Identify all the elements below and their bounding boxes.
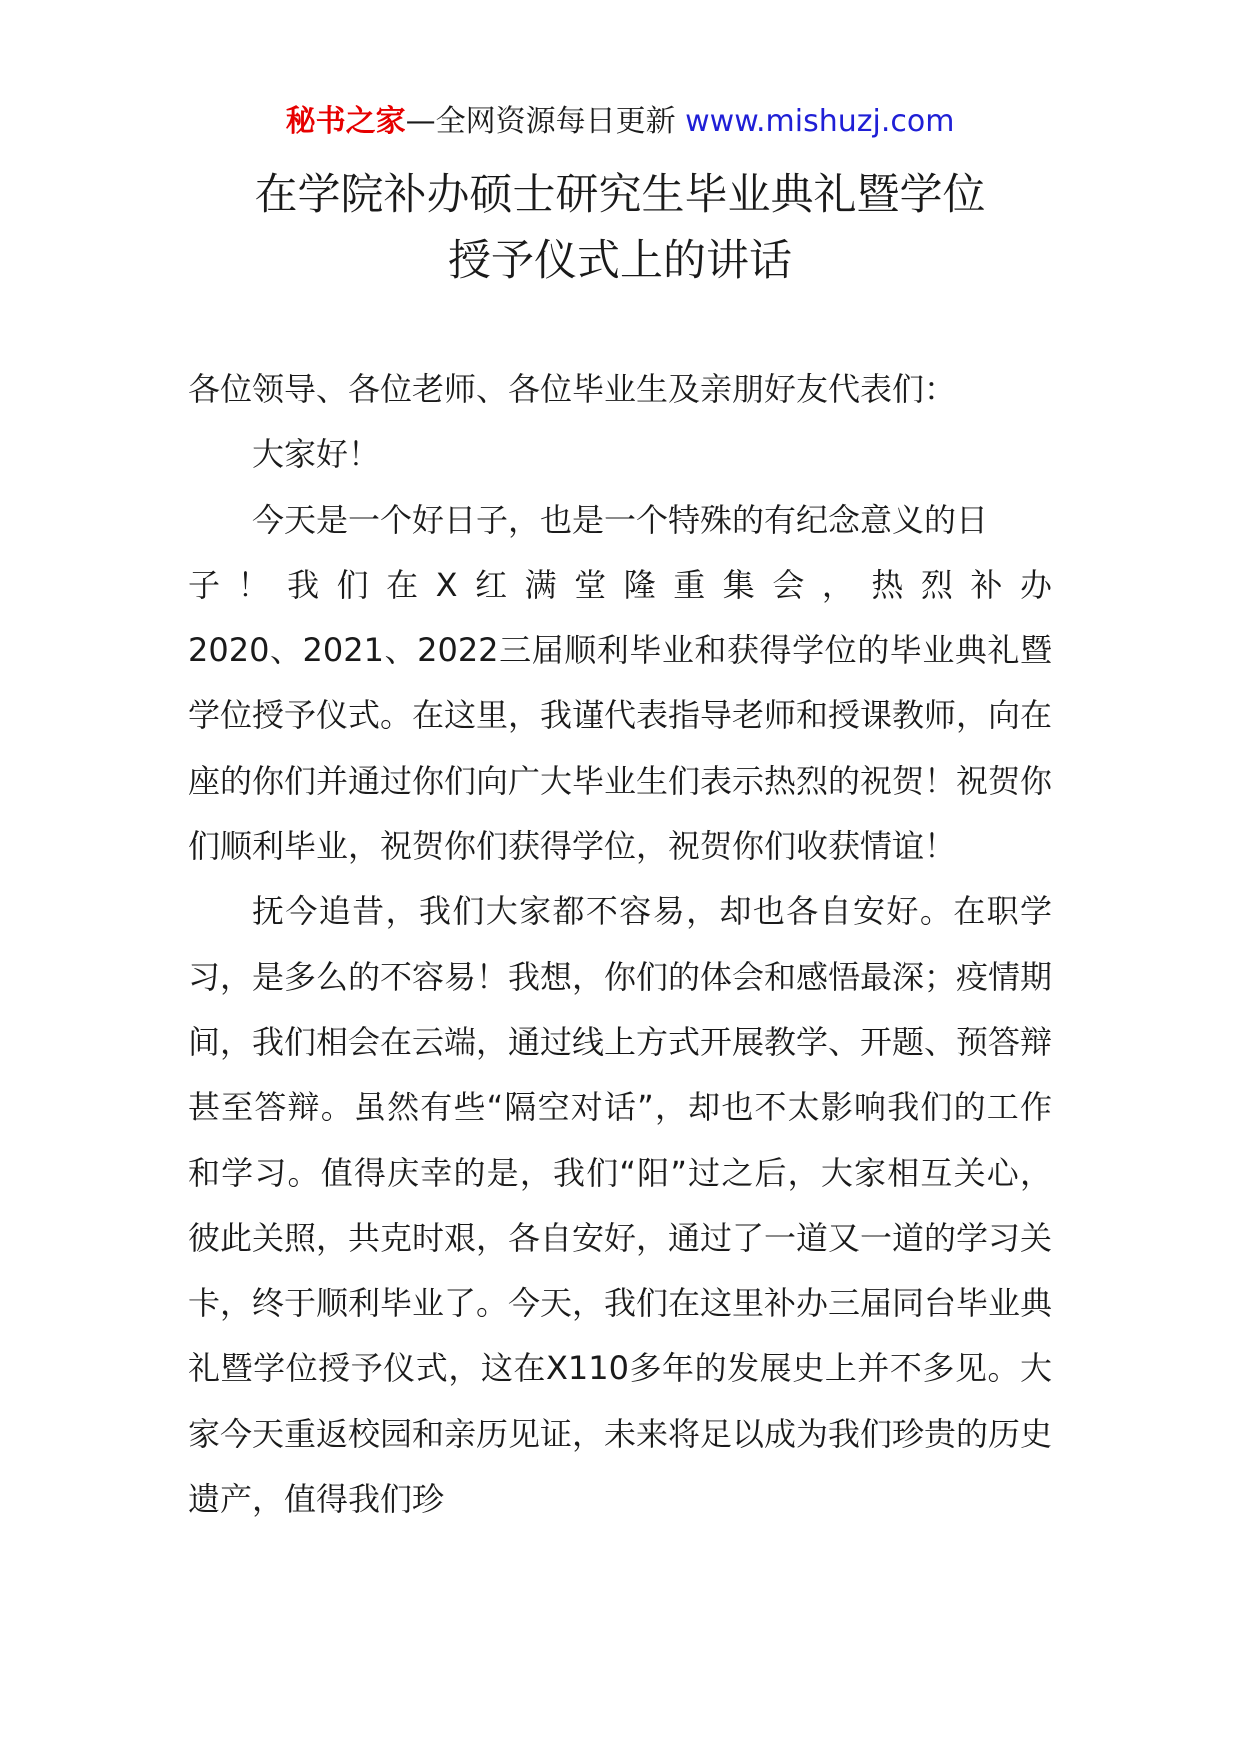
site-header [0,100,1240,144]
greeting: 大家好！ [252,435,381,474]
site-url[interactable]: www.mishuzj.com [685,104,955,139]
header-slogan: —全网资源每日更新 [405,104,676,139]
paragraph-2: 抚今追昔，我们大家都不容易，却也各自安好。在职学习，是多么的不容易！我想，你们的体会和感悟最深；疫情期间，我们相会在云端，通过线上方式开展教学、开题、预答辩甚至答辩。虽然有些“隔空对话”，却也不太影响我们的工作和学习。值得庆幸的是，我们“阳”过之后，大家相互关心，彼此关照，共克时艰，各自安好，通过了一道又一道的学习关卡，终于顺利毕业了。今天，我们在这里补办三届同台毕业典礼暨学位授予仪式，这在X110多年的发展史上并不多见。大家今天重返校园和亲历见证，未来将足以成为我们珍贵的历史遗产，值得我们珍 [188,892,1053,1519]
salutation: 各位领导、各位老师、各位毕业生及亲朋好友代表们： [188,370,957,408]
paragraph-1-line-2: 子！我们在X红满堂隆重集会，热烈补办 [188,565,1052,604]
paragraph-1-rest: 2020、2021、2022三届顺利毕业和获得学位的毕业典礼暨学位授予仪式。在这里，我谨代表指导老师和授课教师，向在座的你们并通过你们向广大毕业生们表示热烈的祝贺！祝贺你们顺利毕业，祝贺你们获得学位，祝贺你们收获情谊！ [188,631,1053,866]
brand-name: 秘书之家 [285,104,406,139]
title-line-2: 授予仪式上的讲话 [448,236,792,286]
speech-body [188,357,1052,1532]
paragraph-1-line-1: 今天是一个好日子，也是一个特殊的有纪念意义的日 [252,500,989,539]
document-title [0,162,1240,294]
title-line-1: 在学院补办硕士研究生毕业典礼暨学位 [254,170,986,220]
